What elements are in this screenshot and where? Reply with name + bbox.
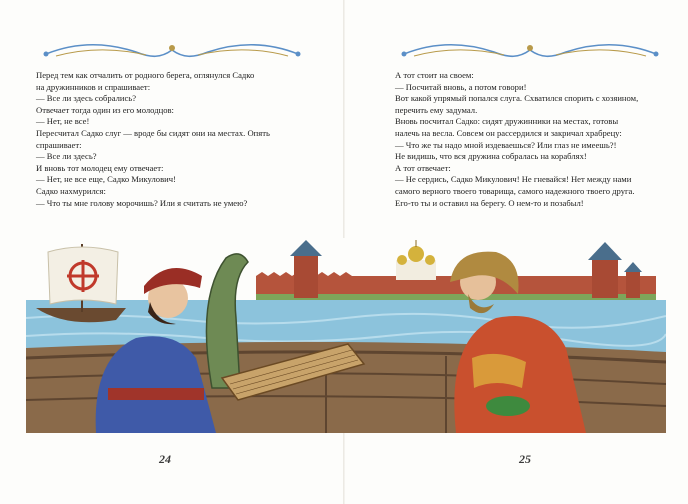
left-page-text [36,70,306,209]
text-line: спрашивает: [36,139,82,150]
right-header-ornament [394,40,666,62]
text-line: Отвечает тогда один из его молодцов: [36,104,174,115]
text-line: — Нет, не все еще, Садко Микулович! [36,174,176,185]
text-line: — Все ли здесь собрались? [36,93,137,104]
text-line: самого верного твоего товарища, самого надежного твоего друга. [395,185,635,196]
text-line: на дружинников и спрашивает: [36,81,151,92]
left-header-ornament [36,40,308,62]
text-line: — Не сердись, Садко Микулович! Не гневайся! Нет между нами [395,174,632,185]
text-line: перечить ему задумал. [395,104,478,115]
text-line: А тот отвечает: [395,162,451,173]
text-line: И вновь тот молодец ему отвечает: [36,162,164,173]
text-line: — Что же ты надо мной издеваешься? Или глаз не имеешь?! [395,139,617,150]
text-line: — Нет, не все! [36,116,90,127]
page-number-right: 25 [519,452,531,466]
text-line: — Все ли здесь? [36,151,97,162]
text-line: налечь на весла. Совсем он рассердился и закричал храбрецу: [395,127,622,138]
text-line: — Что ты мне голову морочишь? Или я считать не умею? [36,197,248,208]
right-page-text [395,70,657,209]
text-line: Его-то ты и оставил на берегу. О нем-то и позабыл! [395,197,584,208]
page-number-left: 24 [159,452,171,466]
text-line: А тот стоит на своем: [395,70,474,80]
text-line: — Посчитай вновь, а потом говори! [395,81,527,92]
text-line: Не видишь, что вся дружина собралась на кораблях! [395,151,587,162]
sailing-ship [36,244,126,322]
text-line: Пересчитал Садко слуг — вроде бы сидят они на местах. Опять [36,127,270,138]
text-line: Перед тем как отчалить от родного берега, оглянулся Садко [36,70,255,80]
text-line: Садко нахмурился: [36,185,106,196]
text-line: Вот какой упрямый попался слуга. Схватился спорить с хозяином, [395,93,639,104]
text-line: Вновь посчитал Садко: сидят дружинники на местах, готовы [395,116,619,127]
sadko-boat-illustration [26,238,666,433]
